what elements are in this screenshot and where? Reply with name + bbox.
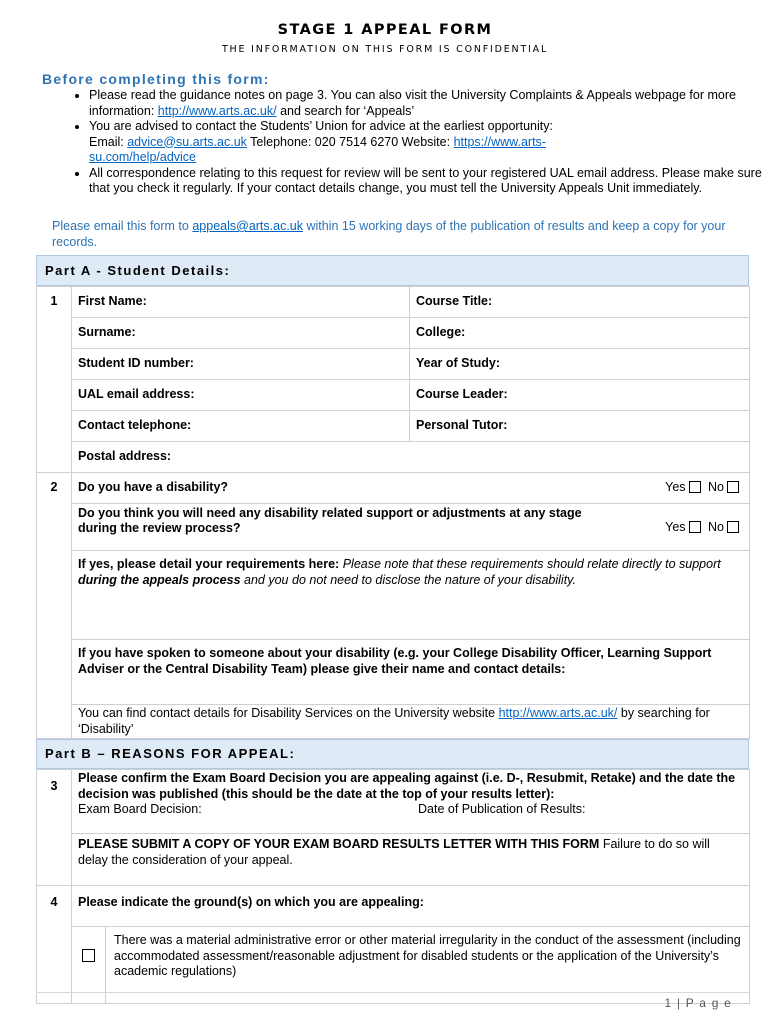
email-instruction: Please email this form to appeals@arts.ac.uk within 15 working days of the publication of results and keep a copy for your records. <box>52 219 726 249</box>
surname-field[interactable]: Surname: <box>72 318 410 349</box>
first-name-field[interactable]: First Name: <box>72 287 410 318</box>
section-number: 4 <box>37 886 72 1004</box>
before-heading: Before completing this form: <box>42 71 270 87</box>
ground1-label: There was a material administrative error or other material irregularity in the conduct of the assessment (including accommodated assessment/reasonable adjustment for disabled students or the application of the University’s academic regulations) <box>106 927 750 1004</box>
personal-tutor-field[interactable]: Personal Tutor: <box>410 411 750 442</box>
arts-website-link[interactable]: http://www.arts.ac.uk/ <box>498 706 618 720</box>
section-number: 3 <box>37 770 72 886</box>
appeal-form <box>36 255 749 1004</box>
part-b-heading: Part B – REASONS FOR APPEAL: <box>36 739 749 769</box>
college-field[interactable]: College: <box>410 318 750 349</box>
year-of-study-field[interactable]: Year of Study: <box>410 349 750 380</box>
yes-checkbox[interactable] <box>689 521 701 533</box>
postal-address-field[interactable]: Postal address: <box>72 442 750 473</box>
grounds-question: Please indicate the ground(s) on which you are appealing: <box>72 886 750 927</box>
ground1-checkbox[interactable] <box>82 949 95 962</box>
su-website-link[interactable]: https://www.arts- su.com/help/advice <box>89 134 546 164</box>
ual-email-field[interactable]: UAL email address: <box>72 380 410 411</box>
reasons-table <box>36 769 750 1004</box>
page-number: 1 | P a g e <box>664 996 732 1010</box>
requirements-field[interactable]: If yes, please detail your requirements here: Please note that these requirements should relate directly to support during the appeals process and you do not need to disclose the nature of your disability. <box>72 551 750 640</box>
no-checkbox[interactable] <box>727 521 739 533</box>
support-yes-no: Yes No <box>665 520 743 535</box>
guidance-list <box>70 88 769 197</box>
contact-telephone-field[interactable]: Contact telephone: <box>72 411 410 442</box>
exam-board-decision-field[interactable]: Please confirm the Exam Board Decision you are appealing against (i.e. D-, Resubmit, Retake) and the date the decision was published (this should be the date at the top of your results letter): Exam Board Decision: Date of Publication of Results: <box>72 770 750 834</box>
su-email-link[interactable]: advice@su.arts.ac.uk <box>127 134 247 149</box>
course-title-field[interactable]: Course Title: <box>410 287 750 318</box>
confidential-subtitle: THE INFORMATION ON THIS FORM IS CONFIDENTIAL <box>221 44 549 55</box>
support-question: Yes No Do you think you will need any disability related support or adjustments at any stage during the review process? <box>72 504 750 551</box>
appeals-email-link[interactable]: appeals@arts.ac.uk <box>192 219 304 233</box>
list-item: • Please read the guidance notes on page 3. You can also visit the University Complaints & Appeals webpage for more information: http://www.arts.ac.uk/ and search for ‘Appeals’ <box>89 88 769 119</box>
section-number: 1 <box>37 287 72 473</box>
disability-question: Do you have a disability? Yes No <box>72 473 750 504</box>
footer-divider <box>36 992 749 993</box>
arts-website-link[interactable]: http://www.arts.ac.uk/ <box>157 103 277 118</box>
disability-contact-field[interactable]: If you have spoken to someone about your disability (e.g. your College Disability Officer, Learning Support Adviser or the Central Disability Team) please give their name and contact details: <box>72 640 750 705</box>
submit-letter-note: PLEASE SUBMIT A COPY OF YOUR EXAM BOARD RESULTS LETTER WITH THIS FORM Failure to do so will delay the consideration of your appeal. <box>72 834 750 886</box>
student-details-table <box>36 286 750 739</box>
form-title: STAGE 1 APPEAL FORM <box>277 22 493 38</box>
student-id-field[interactable]: Student ID number: <box>72 349 410 380</box>
list-item: • You are advised to contact the Students’ Union for advice at the earliest opportunity: Email: advice@su.arts.ac.uk Telephone: 020 7514 6270 Website: https://www.arts- su.com/help/advice <box>89 119 769 166</box>
course-leader-field[interactable]: Course Leader: <box>410 380 750 411</box>
list-item: • All correspondence relating to this request for review will be sent to your registered UAL email address. Please make sure that you check it regularly. If your contact details change, you must tell the University Appeals Unit immediately. <box>89 166 769 197</box>
disability-services-note: You can find contact details for Disability Services on the University website http://www.arts.ac.uk/ by searching for ‘Disability’ <box>72 705 750 739</box>
yes-checkbox[interactable] <box>689 481 701 493</box>
disability-yes-no: Yes No <box>665 480 743 494</box>
section-number: 2 <box>37 473 72 739</box>
no-checkbox[interactable] <box>727 481 739 493</box>
part-a-heading: Part A - Student Details: <box>36 255 749 286</box>
